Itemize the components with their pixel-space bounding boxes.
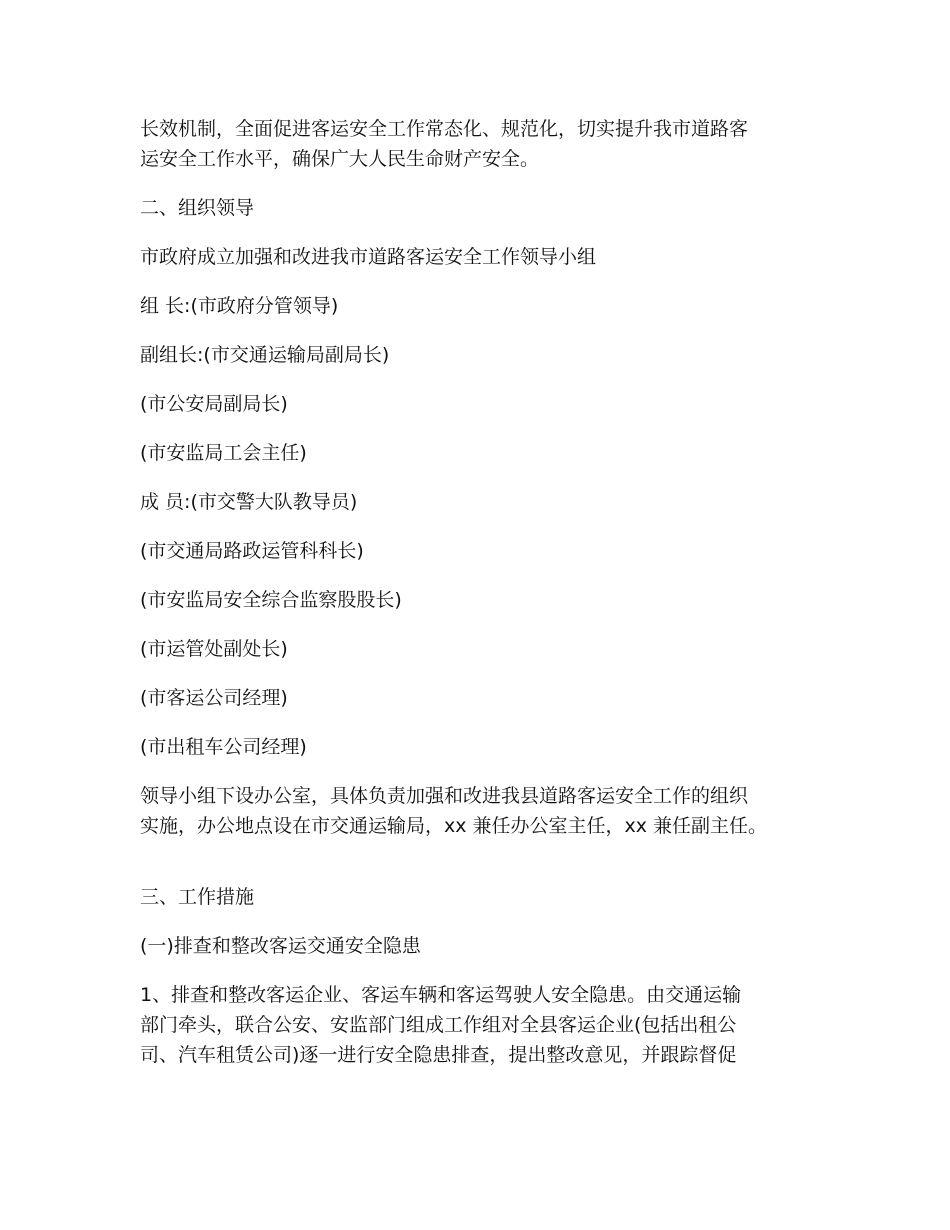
member-deputy-leader	[140, 340, 820, 370]
paragraph-leading-group	[140, 242, 820, 272]
paragraph-line: 市政府成立加强和改进我市道路客运安全工作领导小组	[140, 246, 597, 268]
paragraph-intro-continuation	[140, 114, 820, 174]
member-line	[140, 732, 820, 762]
member-line	[140, 389, 820, 419]
paragraph-line: 领导小组下设办公室，具体负责加强和改进我县道路客运安全工作的组织	[140, 785, 749, 807]
paragraph-line: 成 员:(市交警大队教导员)	[140, 491, 358, 513]
paragraph-line: (市出租车公司经理)	[140, 736, 307, 758]
paragraph-line: (市运管处副处长)	[140, 638, 288, 660]
paragraph-line: (市交通局路政运管科科长)	[140, 540, 364, 562]
paragraph-inspection-details	[140, 980, 820, 1070]
paragraph-line: 运安全工作水平，确保广大人民生命财产安全。	[140, 148, 540, 170]
paragraph-line: (市安监局安全综合监察股股长)	[140, 589, 402, 611]
member-line	[140, 634, 820, 664]
member-group-leader	[140, 291, 820, 321]
member-line	[140, 536, 820, 566]
paragraph-line: 1、排查和整改客运企业、客运车辆和客运驾驶人安全隐患。由交通运输	[140, 984, 742, 1006]
member-line	[140, 683, 820, 713]
paragraph-line: 司、汽车租赁公司)逐一进行安全隐患排查，提出整改意见，并跟踪督促	[140, 1044, 737, 1066]
paragraph-line: (一)排查和整改客运交通安全隐患	[140, 935, 421, 957]
paragraph-line: 二、组织领导	[140, 197, 255, 219]
paragraph-line: 组 长:(市政府分管领导)	[140, 295, 339, 317]
subsection-heading-inspection	[140, 931, 820, 961]
paragraph-line: 三、工作措施	[140, 886, 255, 908]
document-body	[140, 114, 820, 1070]
member-line	[140, 585, 820, 615]
paragraph-line: (市客运公司经理)	[140, 687, 288, 709]
paragraph-line: 副组长:(市交通运输局副局长)	[140, 344, 390, 366]
paragraph-line: (市公安局副局长)	[140, 393, 288, 415]
member-members-start	[140, 487, 820, 517]
section-heading-measures	[140, 882, 820, 912]
paragraph-line: 部门牵头，联合公安、安监部门组成工作组对全县客运企业(包括出租公	[140, 1014, 737, 1036]
section-heading-organization	[140, 193, 820, 223]
paragraph-line: 长效机制，全面促进客运安全工作常态化、规范化，切实提升我市道路客	[140, 118, 749, 140]
paragraph-office-setup	[140, 781, 820, 841]
member-line	[140, 438, 820, 468]
paragraph-line: (市安监局工会主任)	[140, 442, 307, 464]
paragraph-line: 实施，办公地点设在市交通运输局，xx 兼任办公室主任，xx 兼任副主任。	[140, 815, 768, 837]
